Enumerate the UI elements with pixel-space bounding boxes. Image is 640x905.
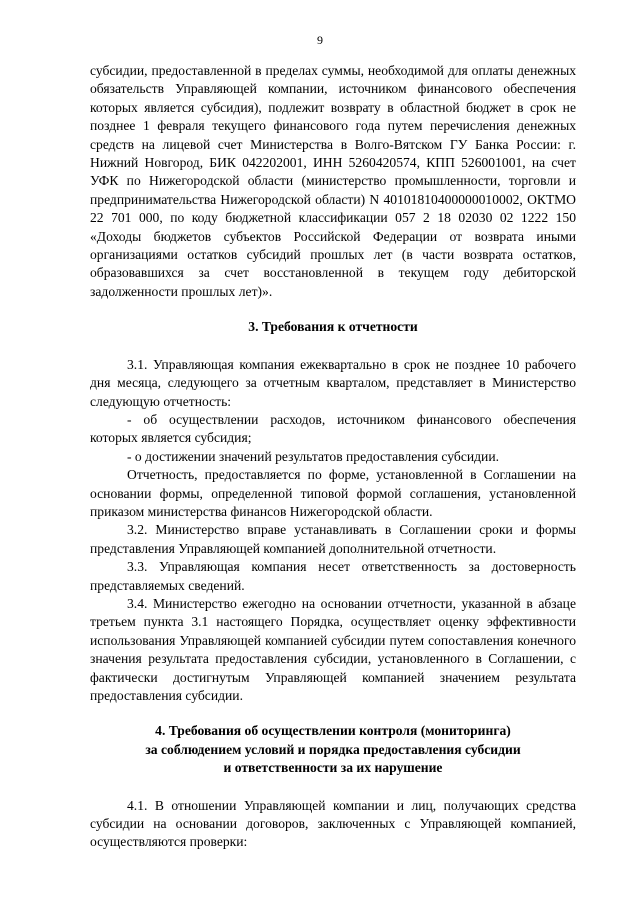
section-4-heading <box>90 722 576 777</box>
section-3-3-paragraph: 3.3. Управляющая компания несет ответственность за достоверность представляемых сведений. <box>90 559 576 593</box>
section-3-1-paragraph: 3.1. Управляющая компания ежеквартально в срок не позднее 10 рабочего дня месяца, следующего за отчетным кварталом, представляет в Министерство следующую отчетность: <box>90 356 576 409</box>
reporting-form-paragraph: Отчетность, предоставляется по форме, установленной в Соглашении на основании формы, определенной типовой формой соглашения, установленной приказом министерства финансов Нижегородской области. <box>90 467 576 519</box>
section-4-1-paragraph: 4.1. В отношении Управляющей компании и лиц, получающих средства субсидии на основании договоров, заключенных с Управляющей компанией, осуществляются проверки: <box>90 797 576 850</box>
bullet-expenses: - об осуществлении расходов, источником финансового обеспечения которых является субсидия; <box>90 411 576 446</box>
section-4-heading-line-1: 4. Требования об осуществлении контроля (мониторинга) <box>155 723 511 739</box>
section-3-4-paragraph: 3.4. Министерство ежегодно на основании отчетности, указанной в абзаце третьем пункта 3.1 настоящего Порядка, осуществляет оценку эффективности использования Управляющей компанией субсидии путем сопоставления конечного значения результата предоставления субсидии, установленного в Соглашении, с фактически достигнутым Управляющей компанией значением результата предоставления субсидии. <box>90 595 576 703</box>
section-3-heading: 3. Требования к отчетности <box>248 319 418 335</box>
section-3-2-paragraph: 3.2. Министерство вправе устанавливать в Соглашении сроки и формы представления Управляющей компанией дополнительной отчетности. <box>90 522 576 556</box>
section-4-heading-line-3: и ответственности за их нарушение <box>223 760 443 776</box>
page-number: 9 <box>317 33 323 47</box>
bullet-results: - о достижении значений результатов предоставления субсидии. <box>127 448 499 464</box>
document-body <box>90 62 576 852</box>
section-4-heading-line-2: за соблюдением условий и порядка предоставления субсидии <box>145 741 521 757</box>
intro-paragraph: субсидии, предоставленной в пределах суммы, необходимой для оплаты денежных обязательств Управляющей компании, источником финансового обеспечения которых является субсидия), подлежит возврату в областной бюджет в срок не позднее 1 февраля текущего финансового года путем перечисления денежных средств на лицевой счет Министерства в Волго-Вятском ГУ Банка России: г. Нижний Новгород, БИК 042202001, ИНН 5260420574, КПП 526001001, на счет УФК по Нижегородской области (министерство промышленности, торговли и предпринимательства Нижегородской области) N 40101810400000010002, ОКТМО 22 701 000, по коду бюджетной классификации 057 2 18 02030 02 1222 150 «Доходы бюджетов субъектов Российской Федерации от возврата иными организациями остатков субсидий прошлых лет (в части возврата остатков, образовавшихся за счет восстановленной в текущем году дебиторской задолженности прошлых лет)». <box>90 63 576 299</box>
